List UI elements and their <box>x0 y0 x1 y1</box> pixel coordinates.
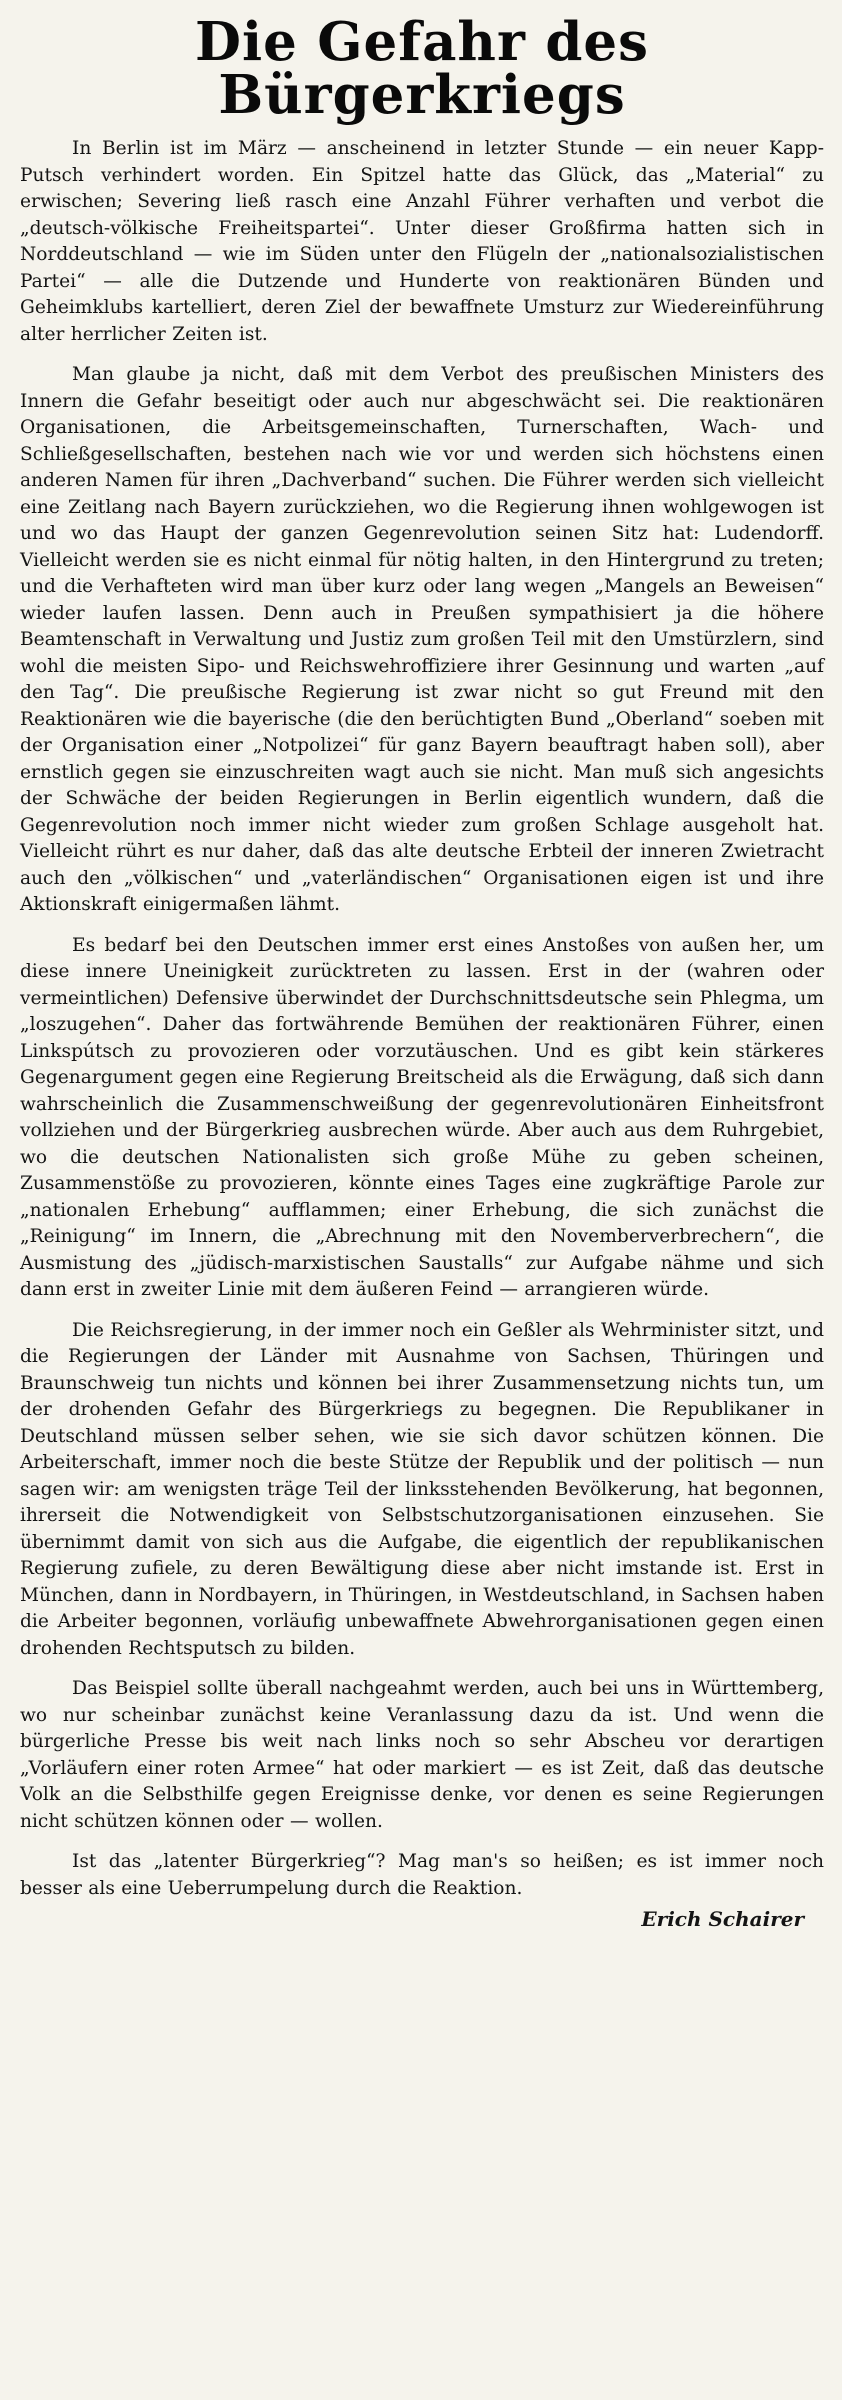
article-paragraph: Die Reichsregierung, in der immer noch ein Geßler als Wehrminister sitzt, und die Regierungen der Länder mit Ausnahme von Sachsen, Thüringen und Braunschweig tun nichts und können bei ihrer Zusammensetzung nichts tun, um der drohenden Gefahr des Bürgerkriegs zu begegnen. Die Republikaner in Deutschland müssen selber sehen, wie sie sich davor schützen können. Die Arbeiterschaft, immer noch die beste Stütze der Republik und der politisch — nun sagen wir: am wenigsten träge Teil der linksstehenden Bevölkerung, hat begonnen, ihrerseit die Notwendigkeit von Selbstschutzorganisationen einzusehen. Sie übernimmt damit von sich aus die Aufgabe, die eigentlich der republikanischen Regierung zufiele, zu deren Bewältigung diese aber nicht imstande ist. Erst in München, dann in Nordbayern, in Thüringen, in Westdeutschland, in Sachsen haben die Arbeiter begonnen, vorläufig unbewaffnete Abwehrorganisationen gegen einen drohenden Rechtsputsch zu bilden. <box>20 1319 824 1659</box>
article-paragraph: Man glaube ja nicht, daß mit dem Verbot des preußischen Ministers des Innern die Gefahr beseitigt oder auch nur abgeschwächt sei. Die reaktionären Organisationen, die Arbeitsgemeinschaften, Turnerschaften, Wach- und Schließgesellschaften, bestehen nach wie vor und werden sich höchstens einen anderen Namen für ihren „Dachverband“ suchen. Die Führer werden sich vielleicht eine Zeitlang nach Bayern zurückziehen, wo die Regierung ihnen wohlgewogen ist und wo das Haupt der ganzen Gegenrevolution seinen Sitz hat: Ludendorff. Vielleicht werden sie es nicht einmal für nötig halten, in den Hintergrund zu treten; und die Verhafteten wird man über kurz oder lang wegen „Mangels an Beweisen“ wieder laufen lassen. Denn auch in Preußen sympathisiert ja die höhere Beamtenschaft in Verwaltung und Justiz zum großen Teil mit den Umstürzlern, sind wohl die meisten Sipo- und Reichswehroffiziere ihrer Gesinnung und warten „auf den Tag“. Die preußische Regierung ist zwar nicht so gut Freund mit den Reaktionären wie die bayerische (die den berüchtigten Bund „Oberland“ soeben mit der Organisation einer „Notpolizei“ für ganz Bayern beauftragt haben soll), aber ernstlich gegen sie einzuschreiten wagt auch sie nicht. Man muß sich angesichts der Schwäche der beiden Regierungen in Berlin eigentlich wundern, daß die Gegenrevolution noch immer nicht wieder zum großen Schlage ausgeholt hat. Vielleicht rührt es nur daher, daß das alte deutsche Erbteil der inneren Zwietracht auch den „völkischen“ und „vaterländischen“ Organisationen eigen ist und ihre Aktionskraft einigermaßen lähmt. <box>20 364 824 915</box>
article-body <box>20 136 824 1902</box>
article-headline: Die Gefahr des Bürgerkriegs <box>195 11 649 126</box>
author-signature: Erich Schairer <box>641 1907 804 1931</box>
article-paragraph: Das Beispiel sollte überall nachgeahmt werden, auch bei uns in Württemberg, wo nur scheinbar zunächst keine Veranlassung dazu da ist. Und wenn die bürgerliche Presse bis weit nach links noch so sehr Abscheu vor derartigen „Vorläufern einer roten Armee“ hat oder markiert — es ist Zeit, daß das deutsche Volk an die Selbsthilfe gegen Ereignisse denke, vor denen es seine Regierungen nicht schützen können oder — wollen. <box>20 1678 824 1832</box>
article-paragraph: In Berlin ist im März — anscheinend in letzter Stunde — ein neuer Kapp-Putsch verhindert worden. Ein Spitzel hatte das Glück, das „Material“ zu erwischen; Severing ließ rasch eine Anzahl Führer verhaften und verbot die „deutsch-völkische Freiheitspartei“. Unter dieser Großfirma hatten sich in Norddeutschland — wie im Süden unter den Flügeln der „nationalsozialistischen Partei“ — alle die Dutzende und Hunderte von reaktionären Bünden und Geheimklubs kartelliert, deren Ziel der bewaffnete Umsturz zur Wiedereinführung alter herrlicher Zeiten ist. <box>20 138 824 345</box>
article-paragraph: Es bedarf bei den Deutschen immer erst eines Anstoßes von außen her, um diese innere Uneinigkeit zurücktreten zu lassen. Erst in der (wahren oder vermeintlichen) Defensive überwindet der Durchschnittsdeutsche sein Phlegma, um „loszugehen“. Daher das fortwährende Bemühen der reaktionären Führer, einen Linkspútsch zu provozieren oder vorzutäuschen. Und es gibt kein stärkeres Gegenargument gegen eine Regierung Breitscheid als die Erwägung, daß sich dann wahrscheinlich die Zusammenschweißung der gegenrevolutionären Einheitsfront vollziehen und der Bürgerkrieg ausbrechen würde. Aber auch aus dem Ruhrgebiet, wo die deutschen Nationalisten sich große Mühe zu geben scheinen, Zusammenstöße zu provozieren, könnte eines Tages eine zugkräftige Parole zur „nationalen Erhebung“ aufflammen; einer Erhebung, die sich zunächst die „Reinigung“ im Innern, die „Abrechnung mit den Novemberverbrechern“, die Ausmistung des „jüdisch-marxistischen Saustalls“ zur Aufgabe nähme und sich dann erst in zweiter Linie mit dem äußeren Feind — arrangieren würde. <box>20 934 824 1300</box>
article-paragraph: Ist das „latenter Bürgerkrieg“? Mag man's so heißen; es ist immer noch besser als eine Ueberrumpelung durch die Reaktion. <box>20 1851 824 1899</box>
